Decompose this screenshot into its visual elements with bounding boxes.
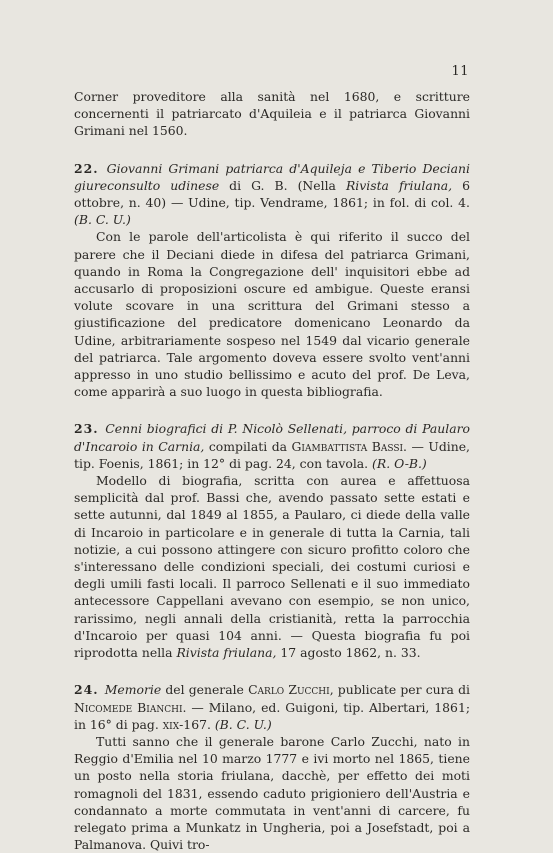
entry-publication: compilati da: [204, 438, 292, 454]
entry-number: 22.: [74, 160, 99, 176]
entry-24: [74, 681, 470, 853]
entry-22: [74, 160, 470, 401]
entry-sigla: (B. C. U.): [74, 212, 131, 228]
entry-heading: [74, 420, 470, 472]
entry-body-text: Modello di biografia, scritta con aurea e affettuosa semplicità dal prof. Bassi che, avendo passato sette estati e sette autunni, dal 1849 al 1855, a Paularo, ci diede della valle di Incaroio in particolare e in generale di tutta la Carnia, tali notizie, a cui possono attingere con sicuro profitto coloro che s'interessano delle condizioni speciali, dei costumi curiosi e degli umili fasti locali. Il parroco Sellenati e il suo immediato antecessore Cappellani avevano con esempio, se non unico, rarissimo, negli annali della cristianità, retta la parrocchia d'Incaroio per quasi 104 anni. — Questa biografia fu poi riprodotta nella: [74, 473, 470, 661]
entry-heading: [74, 160, 470, 229]
entry-publication: di G. B. (Nella: [219, 177, 346, 193]
entry-body: [74, 472, 470, 661]
entry-heading: [74, 681, 470, 733]
entry-editor: Nicomede Bianchi.: [74, 699, 187, 715]
entry-publication-place: — Milano, ed. Guigoni, tip. Albertari, 1861; in 16° di pag.: [74, 699, 471, 732]
entry-body: Con le parole dell'articolista è qui riferito il succo del parere che il Deciani diede in difesa del patriarca Grimani, quando in Roma la Congregazione dell' inquisitori ebbe ad accusarlo di proposizioni oscure ed ambigue. Queste eransi volute scovare in una scrittura del Grimani stesso a giustificazione del predicatore domenicano Leonardo da Udine, arbitrariamente sospeso nel 1549 dal vicario generale del patriarca. Tale argomento doveva essere svolto vent'anni appresso in uno studio bellissimo e acuto del prof. De Leva, come apparirà a suo luogo in questa bibliografia.: [74, 229, 470, 400]
entry-23: [74, 420, 470, 661]
entry-title: Cenni biografici di P. Nicolò Sellenati, parroco di Paularo d'Incaroio in Carnia,: [74, 421, 470, 454]
entry-publication-detail: publicate per cura di: [333, 682, 470, 698]
entry-title: Giovanni Grimani patriarca d'Aquileja e Tiberio Deciani giureconsulto udinese: [74, 160, 470, 193]
entry-body: Tutti sanno che il generale barone Carlo Zucchi, nato in Reggio d'Emilia nel 10 marzo 1777 e ivi morto nel 1865, tiene un posto nella storia friulana, dacchè, per effetto dei moti romagnoli del 1831, essendo caduto prigioniero dell'Austria e condannato a morte commutata in vent'anni di carcere, fu relegato prima a Munkatz in Ungheria, poi a Josefstadt, poi a Palmanova. Quivi tro-: [74, 733, 470, 853]
entry-number: 23.: [74, 421, 99, 437]
text-block: [74, 88, 470, 853]
entry-publication-detail: — Udine, tip. Foenis, 1861; in 12° di pag. 24, con tavola.: [74, 438, 470, 471]
entry-number: 24.: [74, 682, 99, 698]
entry-publication: del generale: [161, 682, 249, 698]
entry-sigla: (B. C. U.): [210, 716, 272, 732]
intro-paragraph: Corner proveditore alla sanità nel 1680, e scritture concernenti il patriarcato d'Aquileia e il patriarca Giovanni Grimani nel 1560.: [74, 89, 470, 139]
entry-body-journal: Rivista friulana,: [176, 645, 277, 661]
entry-publication-detail: 6 ottobre, n. 40) — Udine, tip. Vendrame, 1861; in fol. di col. 4.: [74, 177, 470, 211]
entry-pages: xix-167.: [162, 716, 211, 732]
entry-body-end: 17 agosto 1862, n. 33.: [276, 645, 421, 661]
page-number: 11: [451, 64, 469, 79]
entry-sigla: (R. O-B.): [372, 455, 427, 471]
entry-author: Giambattista Bassi.: [291, 438, 407, 454]
entry-journal: Rivista friulana,: [345, 177, 453, 193]
entry-author: Carlo Zucchi,: [248, 682, 334, 698]
entry-title: Memorie: [104, 682, 162, 698]
